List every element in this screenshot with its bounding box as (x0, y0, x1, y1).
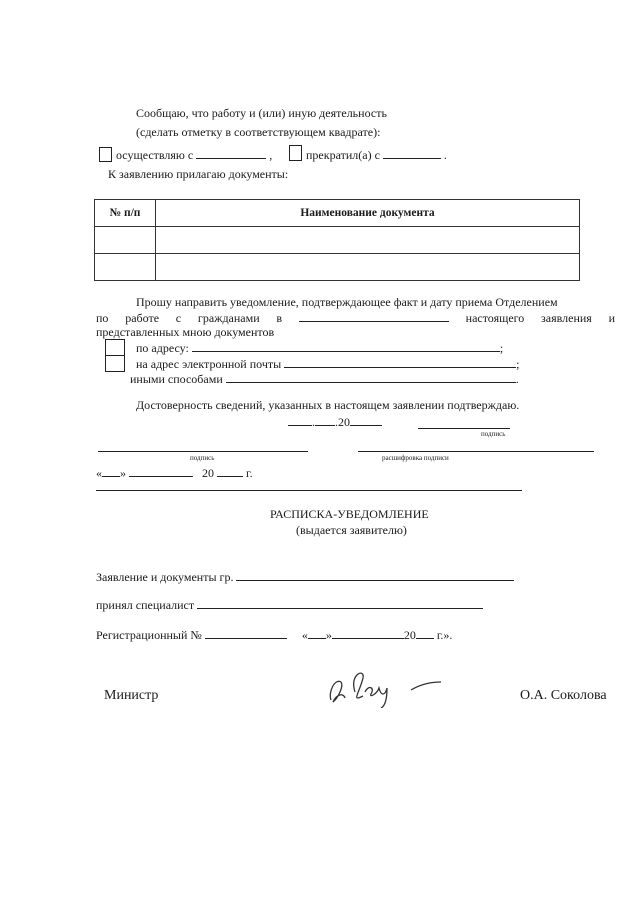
registration-year-field[interactable] (416, 627, 434, 639)
specialist-name-field[interactable] (197, 597, 483, 609)
confirm-year-prefix: 20 (338, 415, 350, 429)
request-line-2a: по работе с гражданами в (96, 311, 283, 325)
option-start-label: осуществляю с (116, 148, 194, 162)
option-start: осуществляю с , (116, 148, 273, 162)
receipt-line-2-label: принял специалист (96, 598, 195, 612)
signature-day-field[interactable] (102, 465, 120, 477)
quote-close: » (120, 466, 126, 480)
registration-date-end: г.». (436, 628, 453, 642)
option-address-label: по адресу: (136, 341, 189, 355)
option-stop: прекратил(а) с . (306, 148, 447, 162)
applicant-name-field[interactable] (236, 569, 514, 581)
request-line-3: представленных мною документов (96, 325, 275, 339)
separator-line (96, 490, 522, 491)
table-cell[interactable] (95, 227, 156, 254)
registration-label: Регистрационный № (96, 628, 202, 642)
start-date-field[interactable] (196, 147, 266, 159)
attach-label: К заявлению прилагаю документы: (108, 167, 289, 181)
documents-table (94, 199, 580, 281)
confirm-year-field[interactable] (350, 414, 382, 426)
option-email-label: на адрес электронной почты (136, 357, 282, 371)
table-cell[interactable] (156, 254, 580, 281)
checkbox-stop[interactable] (289, 145, 302, 161)
receipt-line-1-label: Заявление и документы гр. (96, 570, 234, 584)
option-stop-label: прекратил(а) с (306, 148, 380, 162)
confirm-day-field[interactable] (288, 414, 312, 426)
table-header-row (95, 200, 580, 227)
confirm-date: . .20 (288, 414, 382, 430)
semicolon: ; (499, 341, 504, 355)
option-other-label: иными способами (130, 372, 223, 386)
option-email (136, 356, 520, 372)
request-line-2b: настоящего заявления и (465, 311, 616, 325)
option-address (136, 340, 503, 356)
signature-date (96, 465, 253, 481)
intro-line-2: (сделать отметку в соответствующем квадрате): (136, 125, 381, 139)
table-cell[interactable] (95, 254, 156, 281)
decoding-line[interactable] (358, 451, 594, 452)
intro-line-1: Сообщаю, что работу и (или) иную деятельность (136, 106, 387, 120)
registration-number-field[interactable] (205, 627, 287, 639)
receipt-title: РАСПИСКА-УВЕДОМЛЕНИЕ (270, 507, 429, 521)
registration-year-prefix: 20 (403, 628, 416, 642)
quote-close: » (325, 628, 332, 642)
period: . (515, 372, 519, 386)
table-cell[interactable] (156, 227, 580, 254)
table-row (95, 227, 580, 254)
quote-open: « (301, 628, 308, 642)
table-row (95, 254, 580, 281)
col-document-header: Наименование документа (156, 200, 580, 227)
signatory-name: О.А. Соколова (520, 688, 607, 703)
confirm-month-field[interactable] (315, 414, 335, 426)
department-field[interactable] (299, 310, 449, 322)
registration-month-field[interactable] (332, 627, 404, 639)
handwritten-signature (325, 662, 445, 708)
col-number-header: № п/п (95, 200, 156, 227)
year-suffix: г. (246, 466, 253, 480)
receipt-line-3 (96, 627, 452, 643)
signature-line[interactable] (98, 451, 308, 452)
checkbox-start[interactable] (99, 147, 112, 162)
other-method-field[interactable] (226, 371, 516, 383)
email-field[interactable] (284, 356, 516, 368)
signature-year-prefix: 20 (202, 466, 214, 480)
stop-date-field[interactable] (383, 147, 441, 159)
request-line-1: Прошу направить уведомление, подтверждающее факт и дату приема Отделением (136, 295, 558, 309)
receipt-line-2 (96, 597, 483, 613)
semicolon: ; (516, 357, 520, 371)
quote-open: « (96, 466, 102, 480)
checkbox-email[interactable] (105, 355, 125, 372)
signature-line-right[interactable] (418, 428, 510, 429)
signature-label-right: подпись (481, 430, 506, 438)
request-line-2 (96, 310, 615, 326)
signature-month-field[interactable] (129, 465, 193, 477)
registration-day-field[interactable] (308, 627, 326, 639)
decoding-label: расшифровка подписи (382, 454, 449, 462)
address-field[interactable] (192, 340, 500, 352)
option-other (130, 371, 519, 387)
signature-year-field[interactable] (217, 465, 243, 477)
receipt-subtitle: (выдается заявителю) (296, 523, 407, 537)
signatory-position: Министр (104, 688, 159, 703)
signature-label: подпись (190, 454, 215, 462)
receipt-line-1 (96, 569, 514, 585)
confirm-text: Достоверность сведений, указанных в настоящем заявлении подтверждаю. (136, 398, 520, 412)
checkbox-address[interactable] (105, 339, 125, 356)
